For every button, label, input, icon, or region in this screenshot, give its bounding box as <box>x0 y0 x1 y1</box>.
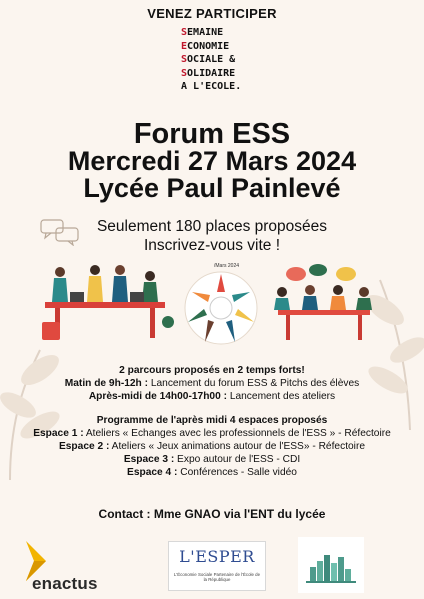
register-text: Inscrivez-vous vite ! <box>143 237 281 254</box>
contact-line: Contact : Mme GNAO via l'ENT du lycée <box>98 507 326 521</box>
afternoon-line: Après-midi de 14h00-17h00 : Lancement des ateliers <box>88 391 336 402</box>
espace-3-line: Espace 3 : Expo autour de l'ESS - CDI <box>123 454 301 465</box>
date-title: Mercredi 27 Mars 2024 <box>67 146 357 176</box>
places-text: Seulement 180 places proposées <box>96 218 328 235</box>
illustration-date: /Mars 2024 <box>214 263 240 269</box>
forum-title: Forum ESS <box>133 118 291 150</box>
parcours-heading: 2 parcours proposés en 2 temps forts! <box>119 365 305 376</box>
partner-logo <box>298 537 364 593</box>
economie-line: ECONOMIE <box>181 40 230 52</box>
enactus-logo-text: enactus <box>32 574 98 593</box>
esper-logo <box>168 541 266 591</box>
meeting-illustration <box>268 262 378 344</box>
solidaire-line: SOLIDAIRE <box>181 67 236 79</box>
semaine-ess-logo <box>181 26 291 94</box>
sociale-line: SOCIALE & <box>181 54 236 65</box>
espace-4-line: Espace 4 : Conférences - Salle vidéo <box>127 467 297 478</box>
semaine-line: SEMAINE <box>181 27 224 38</box>
programme-heading: Programme de l'après midi 4 espaces proposés <box>96 415 328 426</box>
hands-circle-illustration <box>180 262 262 347</box>
title-block <box>0 120 424 202</box>
morning-line: Matin de 9h-12h : Lancement du forum ESS & Pitchs des élèves <box>64 378 360 389</box>
esper-logo-subtitle: L'Économie Sociale Partenaire de l'École de la République <box>173 572 261 583</box>
people-working-illustration <box>40 262 180 344</box>
school-title: Lycée Paul Painlevé <box>83 173 341 203</box>
a-lecole-line: A L'ECOLE. <box>181 81 242 92</box>
espace-2-line: Espace 2 : Ateliers « Jeux animations autour de l'ESS» - Réfectoire <box>58 441 366 452</box>
city-skyline-icon <box>298 537 364 593</box>
top-heading: VENEZ PARTICIPER <box>147 6 277 21</box>
espace-1-line: Espace 1 : Ateliers « Echanges avec les professionnels de l'ESS » - Réfectoire <box>33 428 391 439</box>
esper-logo-title: L'ESPER <box>179 547 255 566</box>
